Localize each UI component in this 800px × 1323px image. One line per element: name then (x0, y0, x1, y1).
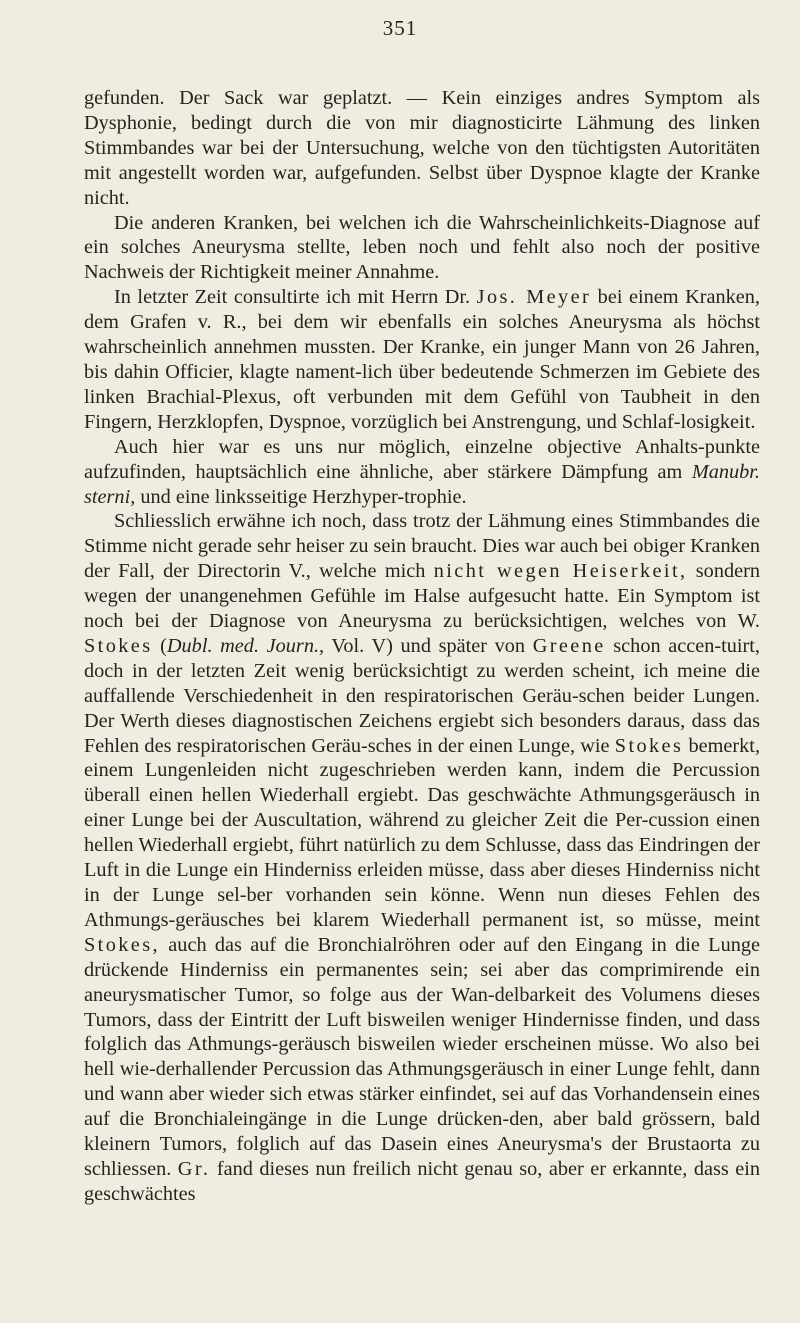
text-segment: bei einem Kranken, dem Grafen v. R., bei dem wir ebenfalls ein solches Aneurysma als höchst wahrscheinlich annehmen mussten. Der Kranke, ein junger Mann von 26 Jahren, bis dahin Officier, klagte nament-lich über bedeutende Schmerzen im Gebiete des linken Brachial-Plexus, oft verbunden mit dem Gefühl von Taubheit in den Fingern, Herzklopfen, Dyspnoe, vorzüglich bei Anstrengung, und Schlaf-losigkeit. (84, 286, 760, 433)
text-segment: ( (152, 634, 167, 657)
text-segment: In letzter Zeit consultirte ich mit Herrn Dr. (114, 286, 477, 309)
text-segment: auch das auf die Bronchialröhren oder auf den Eingang in die Lunge drückende Hinderniss ein permanentes sein; sei aber das comprimirende ein aneurysmatischer Tumor, so folge aus der Wan-delbarkeit des Volumens dieses Tumors, dass der Eintritt der Luft bisweilen weniger Hindernisse finden, und dass folglich das Athmungs-geräusch bisweilen wieder erscheinen müsse. Wo also bei hell wie-derhallender Percussion das Athmungsgeräusch in einer Lunge fehlt, dann und wann aber wieder sich etwas stärker einfindet, sei auf das Vorhandensein eines auf die Bronchialeingänge in die Lunge drücken-den, aber bald grössern, bald kleinern Tumors, folglich auf das Dasein eines Aneurysma's der Brustaorta zu schliessen. (84, 933, 760, 1180)
spaced-name: Jos. Meyer (476, 286, 592, 309)
paragraph (84, 211, 760, 286)
body-text (84, 86, 760, 1207)
spaced-name: Stokes, (84, 933, 160, 956)
text-segment: Schliesslich erwähne ich noch, dass trotz der Lähmung eines Stimmbandes die Stimme nicht gerade sehr heiser zu sein braucht. Dies war auch bei obiger Kranken der Fall, der Directorin V., welche mich (84, 510, 760, 583)
italic-text: Manubr. sterni, (84, 460, 760, 508)
paragraph (84, 285, 760, 434)
spaced-name: nicht wegen Heiserkeit, (433, 560, 688, 583)
text-segment: sondern wegen der unangenehmen Gefühle im Halse aufgesucht hatte. Ein Symptom ist noch bei der Diagnose von Aneurysma zu berücksichtigen, welches von W. (84, 560, 760, 633)
text-segment: gefunden. Der Sack war geplatzt. — Kein einziges andres Symptom als Dysphonie, bedingt durch die von mir diagnosticirte Lähmung des linken Stimmbandes war bei der Untersuchung, welche von den tüchtigsten Autoritäten mit angestellt worden war, aufgefunden. Selbst über Dyspnoe klagte der Kranke nicht. (84, 87, 760, 209)
paragraph (84, 509, 760, 1206)
spaced-name: Gr. (177, 1157, 211, 1180)
text-segment: Vol. V) und später von (324, 634, 533, 657)
text-segment: fand dieses nun freilich nicht genau so, aber er erkannte, dass ein geschwächtes (84, 1157, 761, 1205)
spaced-name: Stokes (614, 734, 684, 757)
text-segment: schon accen-tuirt, doch in der letzten Zeit wenig berücksichtigt zu werden scheint, ich meine die auffallende Verschiedenheit in den respiratorischen Geräu-schen beider Lungen. Der Werth dieses diagnostischen Zeichens ergiebt sich besonders daraus, dass das Fehlen des respiratorischen Geräu-sches in der einen Lunge, wie (84, 634, 761, 757)
paragraph (84, 86, 760, 211)
text-segment: und eine linksseitige Herzhyper-trophie. (135, 485, 467, 508)
spaced-name: Greene (532, 634, 606, 657)
text-segment: Die anderen Kranken, bei welchen ich die Wahrscheinlichkeits-Diagnose auf ein solches Aneurysma stellte, leben noch und fehlt also noch der positive Nachweis der Richtigkeit meiner Annahme. (84, 211, 760, 284)
text-segment: bemerkt, einem Lungenleiden nicht zugeschrieben werden kann, indem die Percussion überall einen hellen Wiederhall ergiebt. Das geschwächte Athmungsgeräusch in einer Lunge bei der Auscultation, während zu gleicher Zeit die Per-cussion einen hellen Wiederhall ergiebt, führt natürlich zu dem Schlusse, dass das Eindringen der Luft in die Lunge ein Hinderniss erleiden müsse, dass aber dieses Hinderniss nicht in der Lunge sel-ber vorhanden sein könne. Wenn nun dieses Fehlen des Athmungs-geräusches bei klarem Wiederhall permanent ist, so müsse, meint (84, 734, 761, 931)
paragraph (84, 435, 760, 510)
text-segment: Auch hier war es uns nur möglich, einzelne objective Anhalts-punkte aufzufinden, hauptsächlich eine ähnliche, aber stärkere Dämpfung am (84, 435, 760, 483)
page-number: 351 (382, 16, 418, 40)
italic-text: Dubl. med. Journ., (166, 634, 325, 657)
spaced-name: Stokes (84, 634, 153, 657)
